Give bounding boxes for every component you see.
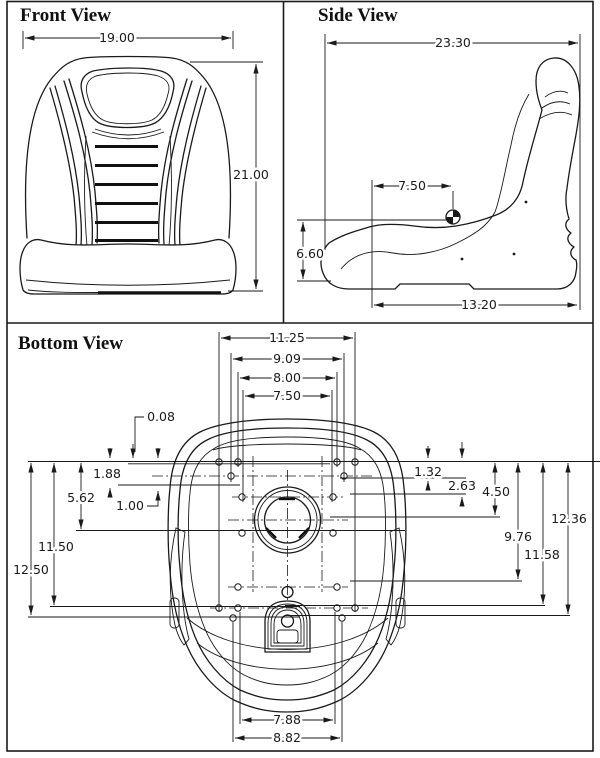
dim-bottom-top-widths: [219, 330, 355, 612]
dim-row-right-1: 1.32: [414, 464, 442, 479]
svg-text:7.50: 7.50: [398, 178, 426, 193]
latch-keyhole: [265, 601, 310, 652]
dim-row-offset-2: 5.62: [67, 490, 95, 505]
panel-seam-left: [85, 136, 87, 246]
dim-bottom-width-1: 7.88: [273, 712, 301, 727]
dim-side-base-length: [374, 297, 577, 312]
seat-pan-front-sweep-2: [197, 643, 378, 669]
seat-pan-top-seam: [213, 444, 361, 450]
dim-bottom-right: [414, 442, 587, 614]
svg-text:21.00: 21.00: [233, 167, 269, 182]
seat-pan-contour-mid: [178, 428, 396, 700]
right-stripe-bands: [159, 79, 206, 246]
dim-slot-offset: 1.00: [116, 498, 144, 513]
backrest-slats: [95, 147, 158, 241]
dim-side-base-height: [296, 220, 446, 281]
front-view-panel: [20, 5, 269, 294]
bottom-view-panel: [13, 330, 600, 745]
center-of-gravity-icon: [446, 210, 460, 224]
dim-flange-offset: 0.08: [147, 409, 175, 424]
dim-width-4: 7.50: [273, 388, 301, 403]
dim-row-offset-1: 1.88: [93, 466, 121, 481]
dim-width-1: 11.25: [269, 330, 305, 345]
svg-text:23.30: 23.30: [435, 35, 471, 50]
dim-front-width: [23, 30, 233, 49]
dim-length-right-1: 9.76: [504, 529, 532, 544]
headrest-inner-seam: [86, 73, 169, 124]
headrest-bottom-seam-1: [95, 129, 161, 135]
dim-side-overall-depth: [325, 34, 580, 310]
seat-pan-contour-inner: [189, 437, 386, 685]
seat-profile-outline: [321, 58, 580, 289]
seat-pan-front-sweep-1: [187, 618, 388, 650]
dim-length-left-1: 11.50: [38, 539, 74, 554]
dim-bottom-width-2: 8.82: [273, 730, 301, 745]
dim-row-right-3: 4.50: [482, 484, 510, 499]
svg-text:6.60: 6.60: [296, 246, 324, 261]
front-view-title: Front View: [20, 5, 111, 26]
panel-seam-right: [169, 136, 171, 246]
seat-profile-seam: [341, 94, 529, 269]
seat-pan-contour-outer: [168, 419, 406, 712]
bottom-view-title: Bottom View: [18, 333, 124, 354]
svg-text:13.20: 13.20: [461, 297, 497, 312]
dim-bottom-bottom-widths: [233, 612, 342, 745]
svg-text:19.00: 19.00: [99, 30, 135, 45]
dim-bottom-left: [13, 409, 175, 615]
dim-row-right-2: 2.63: [448, 478, 476, 493]
side-view-title: Side View: [318, 5, 398, 26]
dim-length-left-2: 12.50: [13, 562, 49, 577]
headrest-stitch-lines: [539, 91, 572, 119]
dim-width-2: 9.09: [273, 351, 301, 366]
dim-width-3: 8.00: [273, 370, 301, 385]
dim-length-right-2: 11.58: [524, 547, 560, 562]
side-view-panel: [296, 5, 580, 312]
dim-length-right-3: 12.36: [551, 511, 587, 526]
upholstery-dots: [461, 201, 528, 261]
